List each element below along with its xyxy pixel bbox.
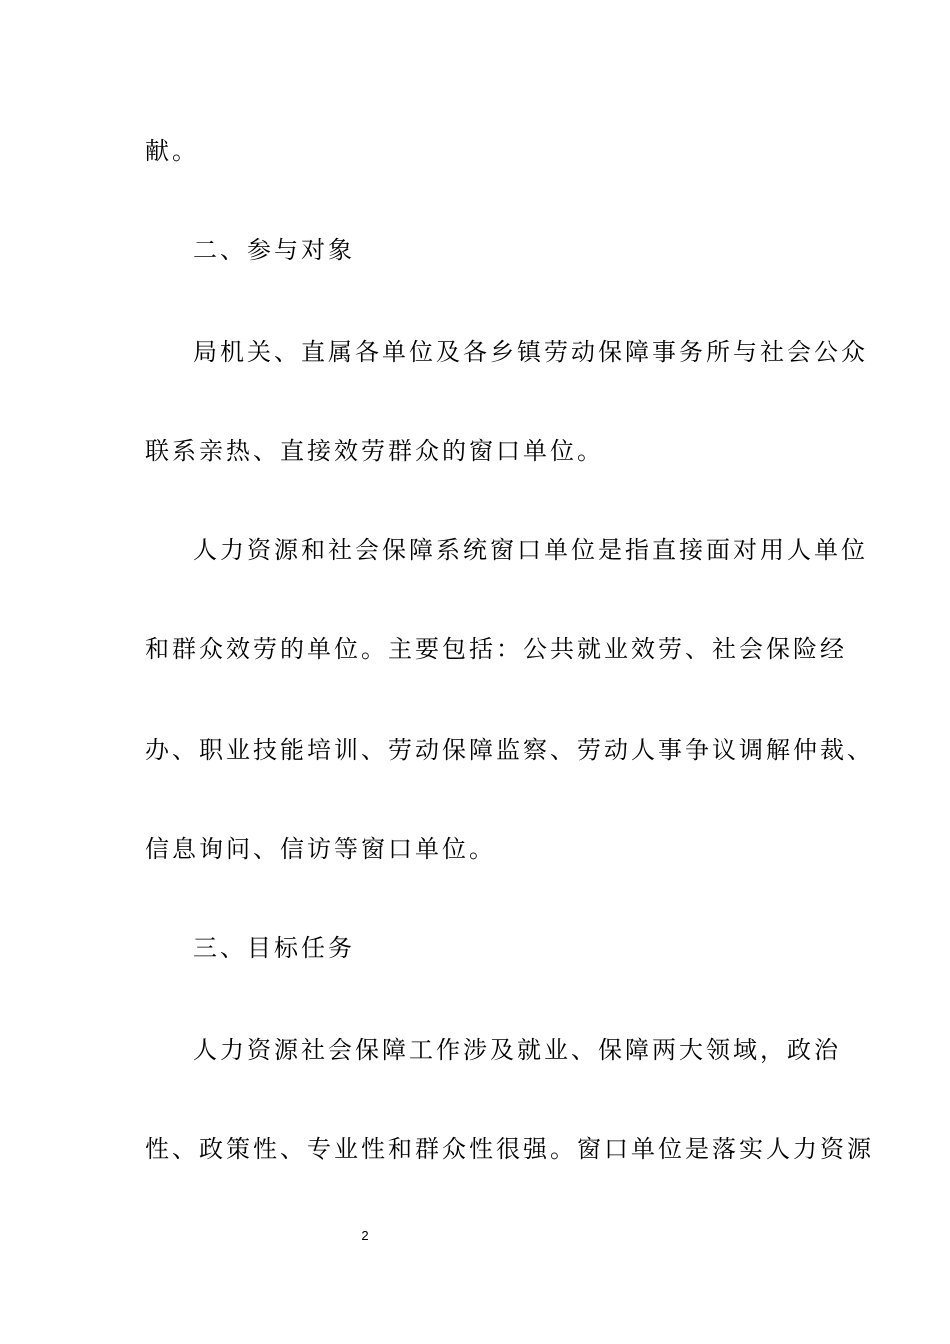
page-number: 2 xyxy=(361,1228,369,1243)
paragraph-line: 人力资源和社会保障系统窗口单位是指直接面对用人单位 xyxy=(193,536,868,564)
paragraph-line: 人力资源社会保障工作涉及就业、保障两大领域，政治 xyxy=(193,1036,841,1064)
paragraph-line: 办、职业技能培训、劳动保障监察、劳动人事争议调解仲裁、 xyxy=(145,736,874,764)
section-heading-participants: 二、参与对象 xyxy=(193,236,355,264)
paragraph-line: 联系亲热、直接效劳群众的窗口单位。 xyxy=(145,437,604,465)
paragraph-line: 和群众效劳的单位。主要包括：公共就业效劳、社会保险经 xyxy=(145,635,847,663)
paragraph-continuation: 献。 xyxy=(145,137,199,165)
paragraph-line: 信息询问、信访等窗口单位。 xyxy=(145,835,496,863)
section-heading-goals: 三、目标任务 xyxy=(193,934,355,962)
paragraph-line: 性、政策性、专业性和群众性很强。窗口单位是落实人力资源 xyxy=(145,1135,874,1163)
paragraph-line: 局机关、直属各单位及各乡镇劳动保障事务所与社会公众 xyxy=(193,338,868,366)
